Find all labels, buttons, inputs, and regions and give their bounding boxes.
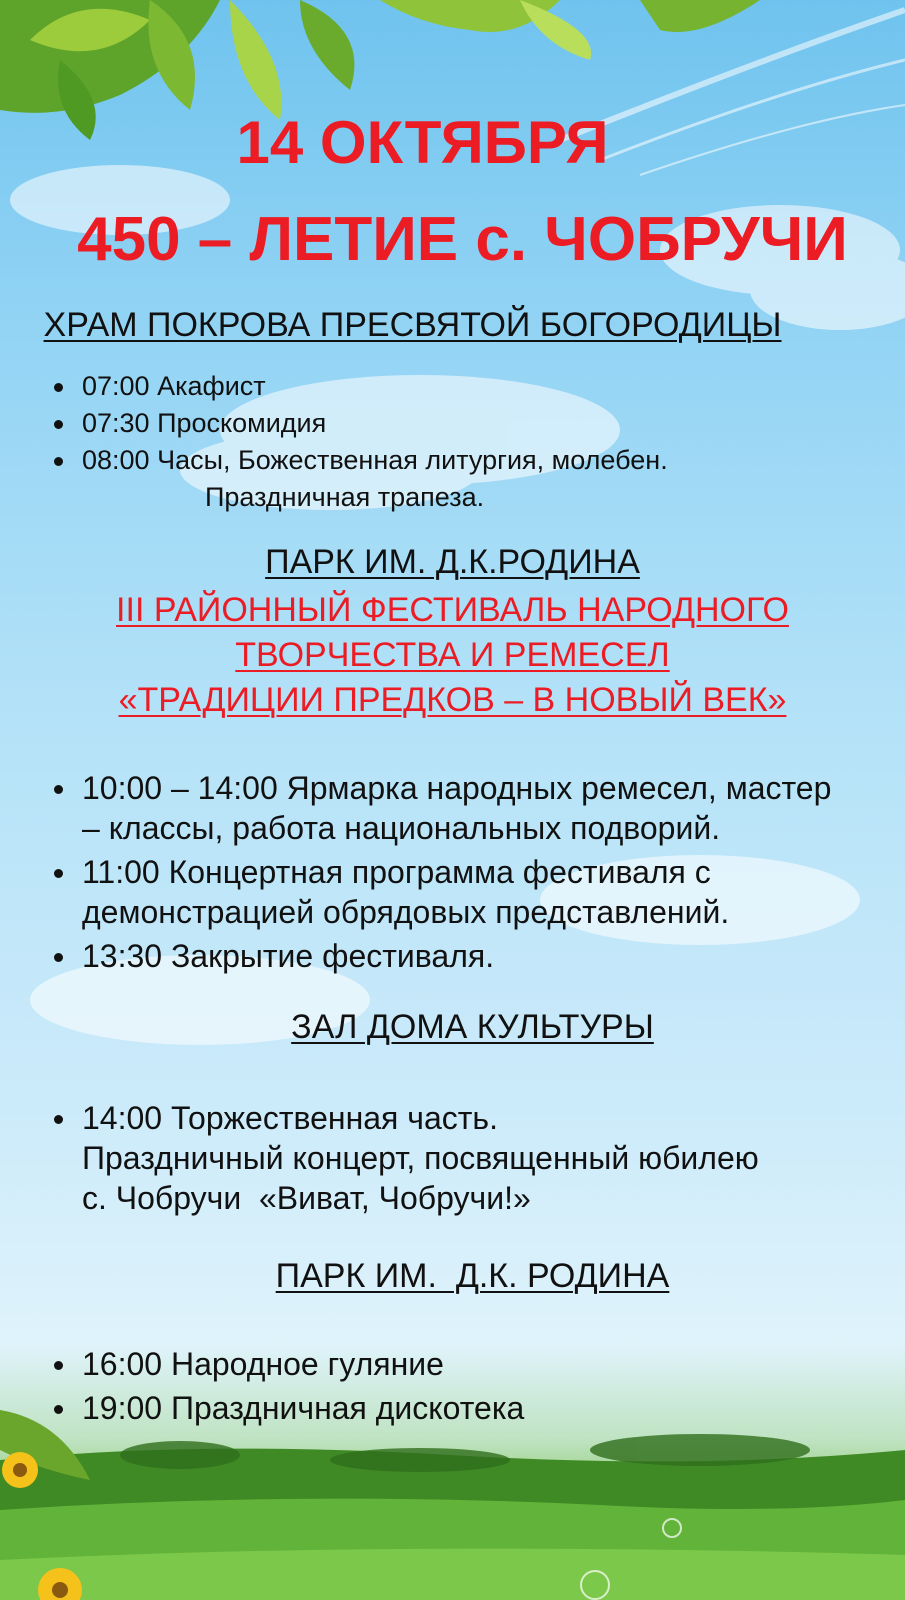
list-item: 07:30 Проскомидия — [50, 405, 668, 442]
festival-title — [0, 588, 905, 723]
section-heading-church: ХРАМ ПОКРОВА ПРЕСВЯТОЙ БОГОРОДИЦЫ — [43, 306, 782, 344]
festival-title-line: ТВОРЧЕСТВА И РЕМЕСЕЛ — [235, 636, 670, 674]
event-anniversary-title: 450 – ЛЕТИЕ с. ЧОБРУЧИ — [77, 205, 848, 274]
event-date: 14 ОКТЯБРЯ — [236, 109, 609, 176]
festival-title-line: III РАЙОННЫЙ ФЕСТИВАЛЬ НАРОДНОГО — [116, 591, 789, 629]
evening-schedule-list — [50, 1344, 870, 1432]
church-schedule-list — [50, 368, 668, 516]
list-item: 07:00 Акафист — [50, 368, 668, 405]
section-heading-park-evening: ПАРК ИМ. Д.К. РОДИНА — [275, 1257, 670, 1295]
list-item: 19:00 Праздничная дискотека — [50, 1388, 870, 1428]
list-item: 11:00 Концертная программа фестиваля с демонстрацией обрядовых представлений. — [50, 852, 905, 932]
list-item: 10:00 – 14:00 Ярмарка народных ремесел, мастер – классы, работа национальных подворий. — [50, 768, 905, 848]
list-item: 08:00 Часы, Божественная литургия, молебен. — [50, 442, 668, 479]
festival-title-line: «ТРАДИЦИИ ПРЕДКОВ – В НОВЫЙ ВЕК» — [118, 681, 787, 719]
list-item: 16:00 Народное гуляние — [50, 1344, 870, 1384]
festival-schedule-list — [50, 768, 905, 980]
section-heading-culture-hall: ЗАЛ ДОМА КУЛЬТУРЫ — [291, 1008, 654, 1046]
culture-hall-schedule-list — [50, 1098, 870, 1222]
list-item-continuation: Праздничная трапеза. — [205, 482, 485, 512]
list-item: 14:00 Торжественная часть. Праздничный концерт, посвященный юбилею с. Чобручи «Виват, Чобручи!» — [50, 1098, 870, 1218]
list-item: 13:30 Закрытие фестиваля. — [50, 936, 905, 976]
section-heading-park: ПАРК ИМ. Д.К.РОДИНА — [265, 543, 640, 581]
